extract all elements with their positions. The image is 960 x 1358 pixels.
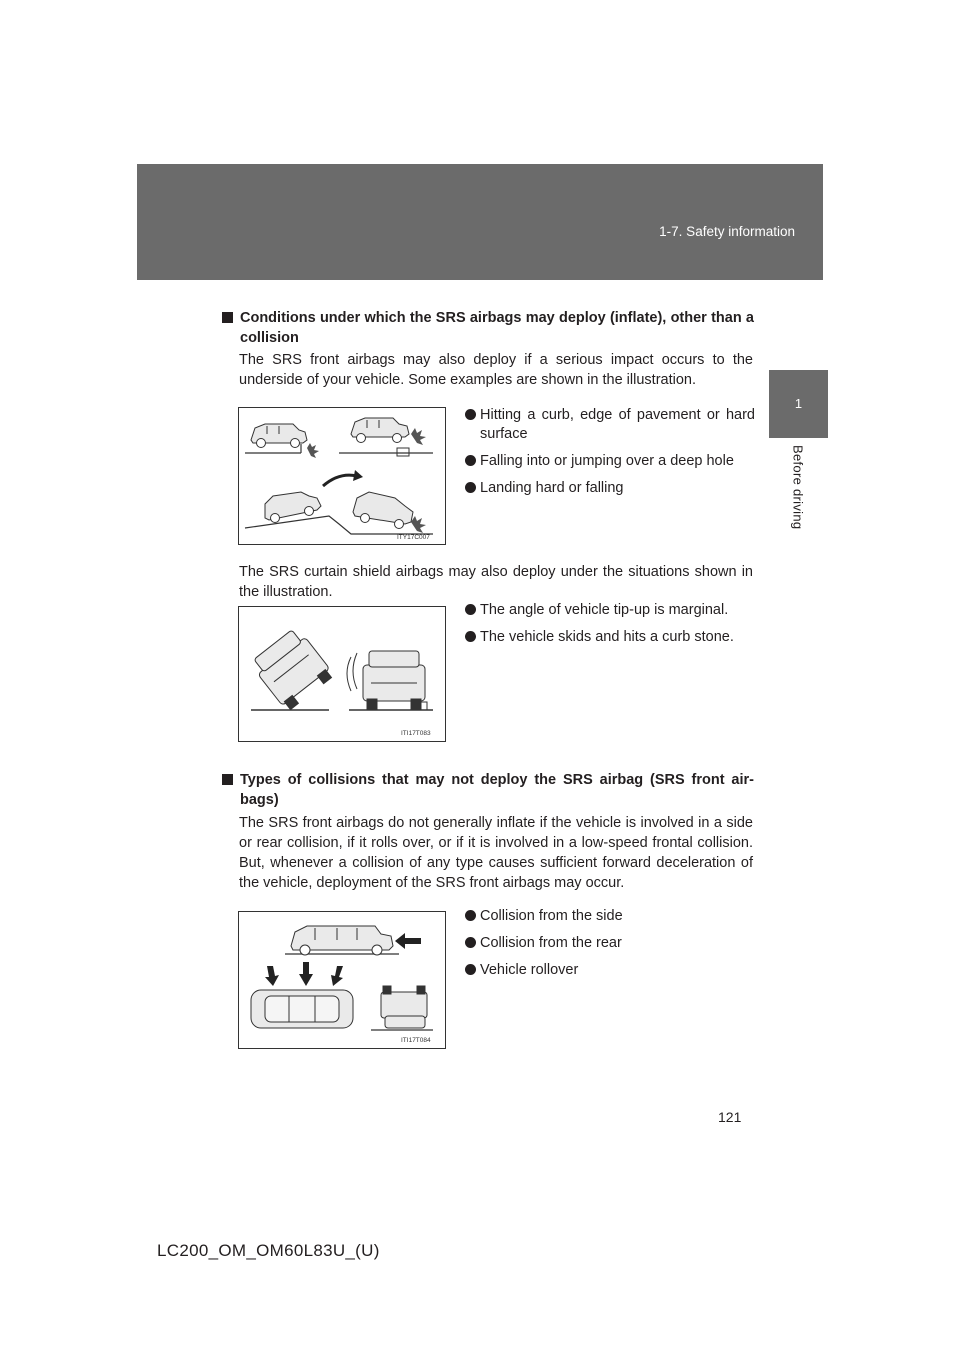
header-band xyxy=(137,164,823,280)
figure-id: ITY17C007 xyxy=(397,534,430,541)
bullet-dot-icon xyxy=(465,482,476,493)
figure-underside-impact xyxy=(238,407,446,545)
suv-illustration xyxy=(251,424,307,448)
document-code: LC200_OM_OM60L83U_(U) xyxy=(157,1241,380,1260)
bullet-dot-icon xyxy=(465,409,476,420)
bullet-item: The angle of vehicle tip-up is marginal. xyxy=(465,601,755,620)
section-heading-deploy-conditions: Conditions under which the SRS airbags may deploy (inflate), other than a collision xyxy=(222,308,754,348)
figure-id: ITI17T084 xyxy=(401,1037,431,1044)
figure-curtain-airbag-situations xyxy=(238,606,446,742)
bullet-dot-icon xyxy=(465,964,476,975)
square-bullet-icon xyxy=(222,312,233,323)
bullet-dot-icon xyxy=(465,910,476,921)
bullet-list-deploy-conditions xyxy=(465,406,755,506)
section-title: 1-7. Safety information xyxy=(659,224,795,239)
chapter-tab: 1 xyxy=(769,370,828,438)
bullet-item: Collision from the rear xyxy=(465,934,755,953)
chapter-title xyxy=(768,445,828,545)
paragraph-curtain-airbags: The SRS curtain shield airbags may also deploy under the situations shown in the illustration. xyxy=(239,564,753,600)
bullet-item: Landing hard or falling xyxy=(465,479,755,498)
figure-id: ITI17T083 xyxy=(401,730,431,737)
bullet-list-curtain-situations xyxy=(465,601,755,655)
chapter-title-text: Before driving xyxy=(790,445,806,530)
bullet-item: Hitting a curb, edge of pavement or hard surface xyxy=(465,406,755,444)
bullet-item: The vehicle skids and hits a curb stone. xyxy=(465,628,755,647)
square-bullet-icon xyxy=(222,774,233,785)
bullet-dot-icon xyxy=(465,455,476,466)
bullet-item: Falling into or jumping over a deep hole xyxy=(465,452,755,471)
page-number: 121 xyxy=(718,1109,742,1125)
bullet-list-non-deploy xyxy=(465,907,755,988)
bullet-dot-icon xyxy=(465,631,476,642)
section-heading-non-deploy-collisions: Types of collisions that may not deploy the SRS airbag (SRS front air-bags) xyxy=(222,770,754,810)
bullet-dot-icon xyxy=(465,604,476,615)
figure-non-deploy-collisions xyxy=(238,911,446,1049)
paragraph-front-airbags: The SRS front airbags may also deploy if a serious impact occurs to the underside of your vehicle. Some examples are shown in the illustration. xyxy=(239,352,753,388)
bullet-item: Vehicle rollover xyxy=(465,961,755,980)
bullet-item: Collision from the side xyxy=(465,907,755,926)
bullet-dot-icon xyxy=(465,937,476,948)
paragraph-non-deploy: The SRS front airbags do not generally inflate if the vehicle is involved in a side or rear collision, if it rolls over, or if it is involved in a low-speed frontal collision. But, whenever a collision of any type causes sufficient forward deceleration of the vehicle, deployment of the SRS front airbags may occur. xyxy=(239,815,753,891)
